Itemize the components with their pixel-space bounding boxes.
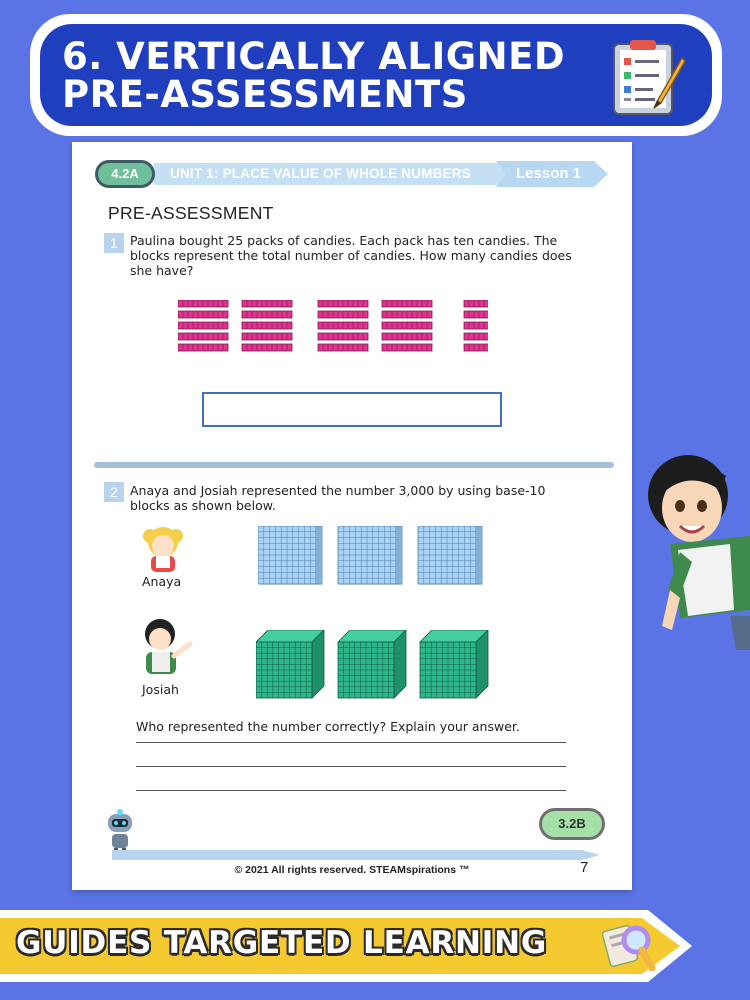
hundred-flats-group [258,526,498,586]
clipboard-checklist-icon [608,38,690,118]
ten-rod [464,300,488,307]
header-banner [30,14,722,136]
answer-line[interactable] [136,790,566,791]
tagline: GUIDES TARGETED LEARNING [16,925,548,961]
unit-title: UNIT 1: PLACE VALUE OF WHOLE NUMBERS [170,166,471,181]
ten-rod [242,300,292,307]
thousand-cube [256,630,324,698]
page-number: 7 [580,859,589,876]
anaya-avatar [138,518,188,572]
hundred-flat-stack [418,526,482,584]
lesson-label: Lesson 1 [516,165,582,182]
ten-rod [178,322,228,329]
ten-rods-group [178,300,488,356]
standard-badge-top: 4.2A [95,160,155,188]
prompt-text: Who represented the number correctly? Explain your answer. [136,719,520,734]
ten-rod [464,333,488,340]
ten-rod [382,322,432,329]
ten-rod [382,333,432,340]
question-text: Paulina bought 25 packs of candies. Each pack has ten candies. The blocks represent the total number of candies. How many candies does she have? [130,233,572,278]
question-number: 2 [104,482,124,502]
page-title: 6. VERTICALLY ALIGNED PRE-ASSESSMENTS [62,35,566,116]
ten-rod [178,311,228,318]
ten-rod [464,322,488,329]
ten-rod [318,344,368,351]
magnifier-icon [598,918,658,974]
ten-rod [318,333,368,340]
ten-rod [318,322,368,329]
ten-rod [318,300,368,307]
lesson-bar [92,160,608,188]
section-divider [94,462,614,468]
copyright: © 2021 All rights reserved. STEAMspirations ™ [234,864,470,876]
anaya-label: Anaya [142,574,182,589]
ten-rod [382,311,432,318]
hundred-flat-stack [258,526,322,584]
answer-input-box[interactable] [202,392,502,427]
question-text: Anaya and Josiah represented the number 3,000 by using base-10 blocks as shown below. [130,483,546,513]
boy-character [640,440,750,650]
worksheet-page [72,142,632,890]
josiah-avatar [138,614,200,676]
ten-rod [242,333,292,340]
ten-rod [242,344,292,351]
ten-rod [382,344,432,351]
ten-rod [464,311,488,318]
standard-badge-bottom: 3.2B [539,808,605,840]
ten-rod [464,344,488,351]
josiah-label: Josiah [142,682,179,697]
ten-rod [382,300,432,307]
answer-line[interactable] [136,742,566,743]
section-title: PRE-ASSESSMENT [108,203,274,223]
ten-rod [178,344,228,351]
ten-rod [178,300,228,307]
question-number: 1 [104,233,124,253]
answer-line[interactable] [136,766,566,767]
thousand-cubes-group [256,630,506,700]
thousand-cube [338,630,406,698]
footer-progress-bar [112,848,600,862]
ten-rod [242,322,292,329]
thousand-cube [420,630,488,698]
ten-rod [318,311,368,318]
answer-lines[interactable] [136,742,566,814]
hundred-flat-stack [338,526,402,584]
ten-rod [178,333,228,340]
ten-rod [242,311,292,318]
header-banner-inner [40,24,712,126]
